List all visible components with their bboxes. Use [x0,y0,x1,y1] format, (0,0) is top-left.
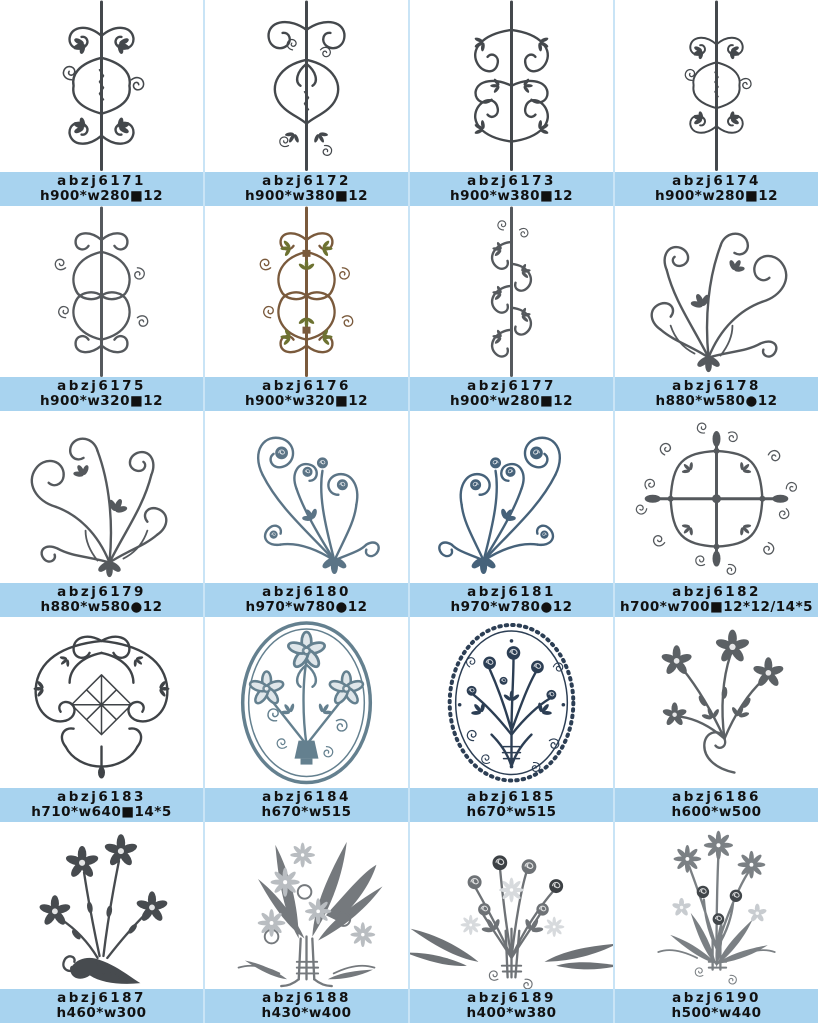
wrought-iron-scroll-column-graphic [410,206,613,378]
wrought-iron-scroll-spray-graphic [0,411,203,583]
catalog-row-3 [0,411,818,617]
product-cell-abzj6187 [0,822,205,1023]
caption-band [615,989,818,1023]
product-size: h900*w320■12 [244,393,369,409]
product-cell-abzj6183 [0,617,205,823]
product-size: h900*w380■12 [449,187,574,204]
product-code: abzj6185 [467,789,556,805]
caption-band [0,377,203,411]
product-code: abzj6173 [467,172,556,189]
wrought-iron-flower-spray-graphic [0,822,203,989]
wrought-iron-floral-spray-graphic [410,411,613,583]
wrought-iron-baluster-graphic [0,0,203,172]
product-size: h500*w440 [671,1005,762,1021]
product-size: h600*w500 [671,804,762,820]
product-size: h700*w700■12*12/14*5 [619,598,814,615]
ornament-image [205,206,408,378]
product-cell-abzj6171 [0,0,205,206]
ornament-image [615,617,818,789]
product-code: abzj6177 [467,378,556,394]
product-cell-abzj6176 [205,206,410,412]
ornament-image [615,206,818,378]
product-size: h710*w640■14*5 [31,804,172,820]
ornament-image [410,617,613,789]
product-size: h670*w515 [261,804,352,820]
wrought-iron-crest-graphic [0,617,203,789]
product-cell-abzj6177 [410,206,615,412]
product-code: abzj6186 [672,789,761,805]
product-size: h900*w380■12 [244,187,369,204]
product-size: h880*w580●12 [655,393,778,409]
ornament-image [615,822,818,989]
ornament-image [0,0,203,172]
caption-band [0,989,203,1023]
wrought-iron-oval-bouquet-graphic [410,617,613,789]
product-cell-abzj6173 [410,0,615,206]
caption-band [205,583,408,617]
product-code: abzj6172 [262,172,351,189]
catalog-row-2 [0,206,818,412]
product-cell-abzj6179 [0,411,205,617]
ornament-image [0,411,203,583]
ornament-image [205,822,408,989]
product-size: h900*w280■12 [39,187,164,204]
product-code: abzj6187 [57,990,146,1006]
catalog-row-1 [0,0,818,206]
catalog-row-5 [0,822,818,1023]
product-size: h970*w780●12 [245,598,368,615]
product-code: abzj6175 [57,378,146,394]
product-size: h670*w515 [466,804,557,820]
ornament-image [205,411,408,583]
product-size: h430*w400 [261,1005,352,1021]
wrought-iron-bouquet-graphic [615,822,818,989]
ornament-image [410,206,613,378]
product-code: abzj6184 [262,789,351,805]
product-cell-abzj6180 [205,411,410,617]
product-code: abzj6174 [672,172,761,189]
product-cell-abzj6174 [615,0,818,206]
caption-band [410,377,613,411]
ornament-image [615,0,818,172]
caption-band [205,172,408,206]
wrought-iron-floral-spray-graphic [205,411,408,583]
product-size: h880*w580●12 [40,598,163,615]
wrought-iron-rosette-graphic [615,411,818,583]
product-code: abzj6183 [57,789,146,805]
ornament-image [615,411,818,583]
caption-band [205,788,408,822]
ornament-image [410,411,613,583]
product-code: abzj6171 [57,172,146,189]
product-code: abzj6181 [467,583,556,600]
product-code: abzj6182 [672,583,761,600]
wrought-iron-bouquet-graphic [205,822,408,989]
product-cell-abzj6175 [0,206,205,412]
caption-band [410,172,613,206]
catalog-row-4 [0,617,818,823]
product-size: h460*w300 [56,1005,147,1021]
product-code: abzj6179 [57,583,146,600]
product-size: h400*w380 [466,1005,557,1021]
product-cell-abzj6190 [615,822,818,1023]
wrought-iron-baluster-graphic [615,0,818,172]
product-cell-abzj6172 [205,0,410,206]
caption-band [410,583,613,617]
product-code: abzj6178 [672,378,761,394]
caption-band [615,583,818,617]
wrought-iron-bouquet-graphic [410,822,613,989]
caption-band [410,788,613,822]
wrought-iron-oval-wreath-graphic [205,617,408,789]
product-cell-abzj6178 [615,206,818,412]
wrought-iron-baluster-graphic [410,0,613,172]
product-size: h970*w780●12 [450,598,573,615]
product-cell-abzj6188 [205,822,410,1023]
product-cell-abzj6186 [615,617,818,823]
product-size: h900*w320■12 [39,393,164,409]
ornament-image [0,822,203,989]
product-code: abzj6180 [262,583,351,600]
ornament-image [410,0,613,172]
caption-band [615,377,818,411]
product-code: abzj6176 [262,378,351,394]
product-cell-abzj6182 [615,411,818,617]
wrought-iron-baluster-graphic [205,0,408,172]
caption-band [0,788,203,822]
caption-band [205,989,408,1023]
caption-band [0,172,203,206]
caption-band [410,989,613,1023]
product-cell-abzj6185 [410,617,615,823]
wrought-iron-scroll-panel-graphic [205,206,408,378]
wrought-iron-flower-branch-graphic [615,617,818,789]
product-cell-abzj6184 [205,617,410,823]
product-code: abzj6188 [262,990,351,1006]
wrought-iron-scroll-panel-graphic [0,206,203,378]
product-size: h900*w280■12 [449,393,574,409]
ornament-image [0,617,203,789]
product-code: abzj6190 [672,990,761,1006]
caption-band [205,377,408,411]
caption-band [615,788,818,822]
product-code: abzj6189 [467,990,556,1006]
ornament-image [205,0,408,172]
wrought-iron-scroll-spray-graphic [615,206,818,378]
product-cell-abzj6181 [410,411,615,617]
ornament-image [410,822,613,989]
product-size: h900*w280■12 [654,187,779,204]
product-cell-abzj6189 [410,822,615,1023]
ornament-image [205,617,408,789]
caption-band [0,583,203,617]
caption-band [615,172,818,206]
ornament-image [0,206,203,378]
